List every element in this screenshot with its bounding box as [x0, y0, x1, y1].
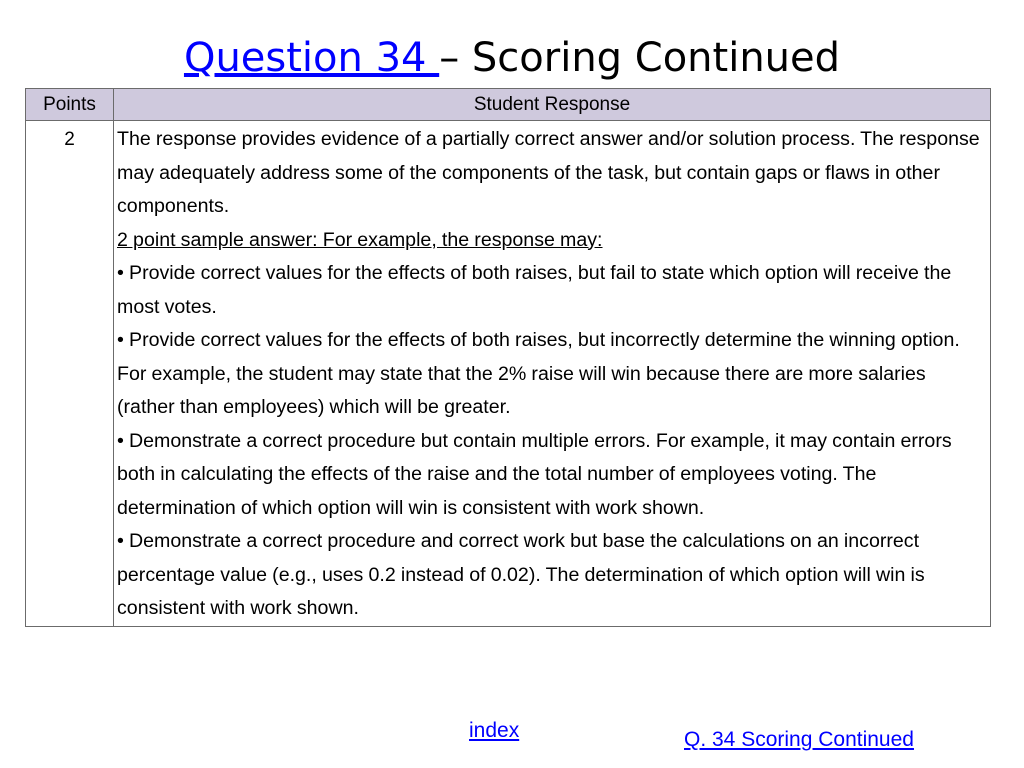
- page-title: [0, 30, 1024, 86]
- response-intro: The response provides evidence of a partially correct answer and/or solution process. The response may adequately address some of the components of the task, but contain gaps or flaws in other components.: [117, 128, 980, 217]
- table-row: [26, 121, 991, 627]
- q34-scoring-continued-link[interactable]: Q. 34 Scoring Continued: [684, 728, 914, 751]
- table-header-row: [26, 89, 991, 121]
- points-value: 2: [26, 121, 114, 627]
- response-description: [114, 121, 991, 627]
- student-response-column-header: Student Response: [114, 89, 991, 121]
- bullet-item: • Demonstrate a correct procedure and correct work but base the calculations on an incorrect percentage value (e.g., uses 0.2 instead of 0.02). The determination of which option will win is consistent with work shown.: [117, 530, 925, 619]
- scoring-table: [25, 88, 991, 627]
- index-link[interactable]: index: [469, 719, 520, 742]
- bullet-item: • Provide correct values for the effects of both raises, but fail to state which option will receive the most votes.: [117, 262, 952, 318]
- bullet-item: • Demonstrate a correct procedure but contain multiple errors. For example, it may contain errors both in calculating the effects of the raise and the total number of employees voting. The determination of which option will win is consistent with work shown.: [117, 429, 952, 519]
- bullet-item: • Provide correct values for the effects of both raises, but incorrectly determine the winning option. For example, the student may state that the 2% raise will win because there are more salaries (rather than employees) which will be greater.: [117, 329, 960, 418]
- points-column-header: Points: [26, 89, 114, 121]
- sample-answer-heading: 2 point sample answer: For example, the response may:: [117, 228, 603, 251]
- question-34-link[interactable]: Question 34: [183, 35, 440, 81]
- page-title-rest: – Scoring Continued: [439, 35, 841, 81]
